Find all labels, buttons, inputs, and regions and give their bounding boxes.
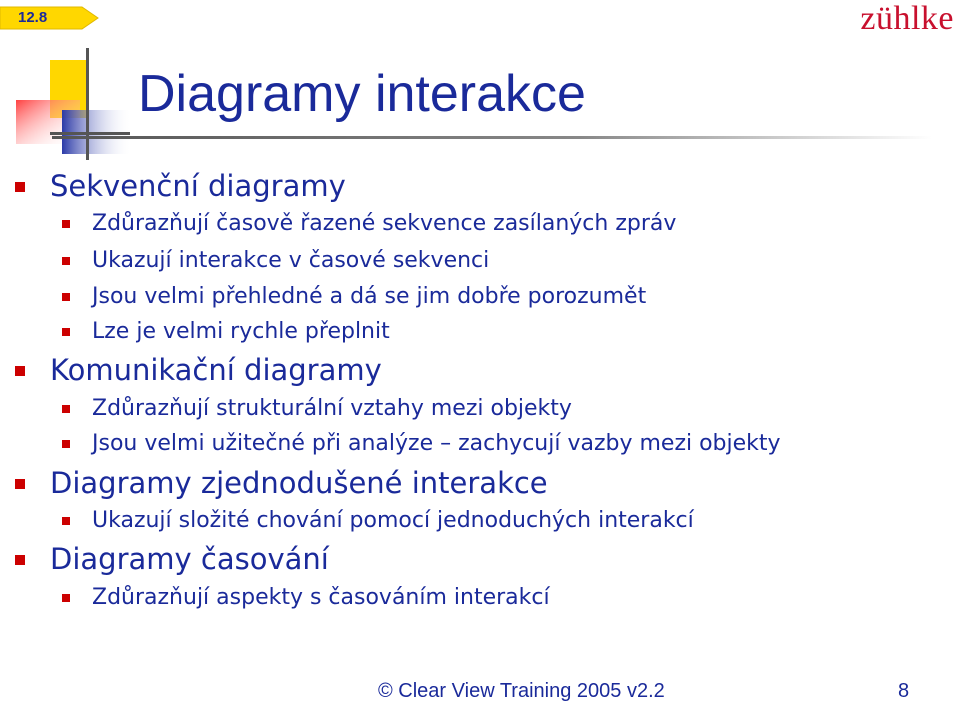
bullet-sub [92, 319, 390, 344]
bullet-sub [92, 211, 676, 236]
bullet-sub [92, 248, 489, 273]
bullet-marker [15, 182, 25, 192]
bullet-marker [62, 293, 70, 301]
bullet-sub [92, 431, 781, 456]
bullet-text: Diagramy časování [50, 542, 329, 576]
bullet-text: Ukazují interakce v časové sekvenci [92, 248, 490, 273]
bullet-marker [62, 517, 70, 525]
bullet-marker [15, 366, 25, 376]
bullet-sub [92, 284, 646, 309]
bullet-marker [62, 405, 70, 413]
bullet-communication-diagrams [50, 353, 382, 387]
bullet-marker [62, 594, 70, 602]
bullet-text: Ukazují složité chování pomocí jednoduchých interakcí [92, 508, 694, 533]
footer-copyright: © Clear View Training 2005 v2.2 [378, 680, 665, 702]
bullet-marker [15, 555, 25, 565]
bullet-text: Diagramy zjednodušené interakce [50, 466, 548, 500]
bullet-interaction-overview-diagrams [50, 466, 548, 500]
bullet-marker [62, 328, 70, 336]
bullet-marker [15, 479, 25, 489]
bullet-text: Komunikační diagramy [50, 353, 382, 387]
bullet-sub [92, 585, 550, 610]
bullet-marker [62, 220, 70, 228]
bullet-sub [92, 396, 572, 421]
bullet-timing-diagrams [50, 542, 329, 576]
bullet-marker [62, 440, 70, 448]
slide-title: Diagramy interakce [138, 65, 586, 123]
bullet-sequence-diagrams [50, 169, 346, 203]
bullet-text: Zdůrazňují časově řazené sekvence zasílaných zpráv [92, 211, 677, 236]
bullet-text: Sekvenční diagramy [50, 169, 346, 203]
bullet-text: Lze je velmi rychle přeplnit [92, 319, 390, 344]
brand-logo: zühlke [860, 0, 954, 37]
bullet-marker [62, 257, 70, 265]
section-number: 12.8 [18, 9, 48, 26]
bullet-text: Zdůrazňují aspekty s časováním interakcí [92, 585, 550, 610]
bullet-text: Jsou velmi užitečné při analýze – zachycují vazby mezi objekty [92, 431, 781, 456]
bullet-text: Jsou velmi přehledné a dá se jim dobře porozumět [92, 284, 647, 309]
page-number: 8 [898, 680, 910, 702]
bullet-sub [92, 508, 694, 533]
bullet-text: Zdůrazňují strukturální vztahy mezi objekty [92, 396, 572, 421]
